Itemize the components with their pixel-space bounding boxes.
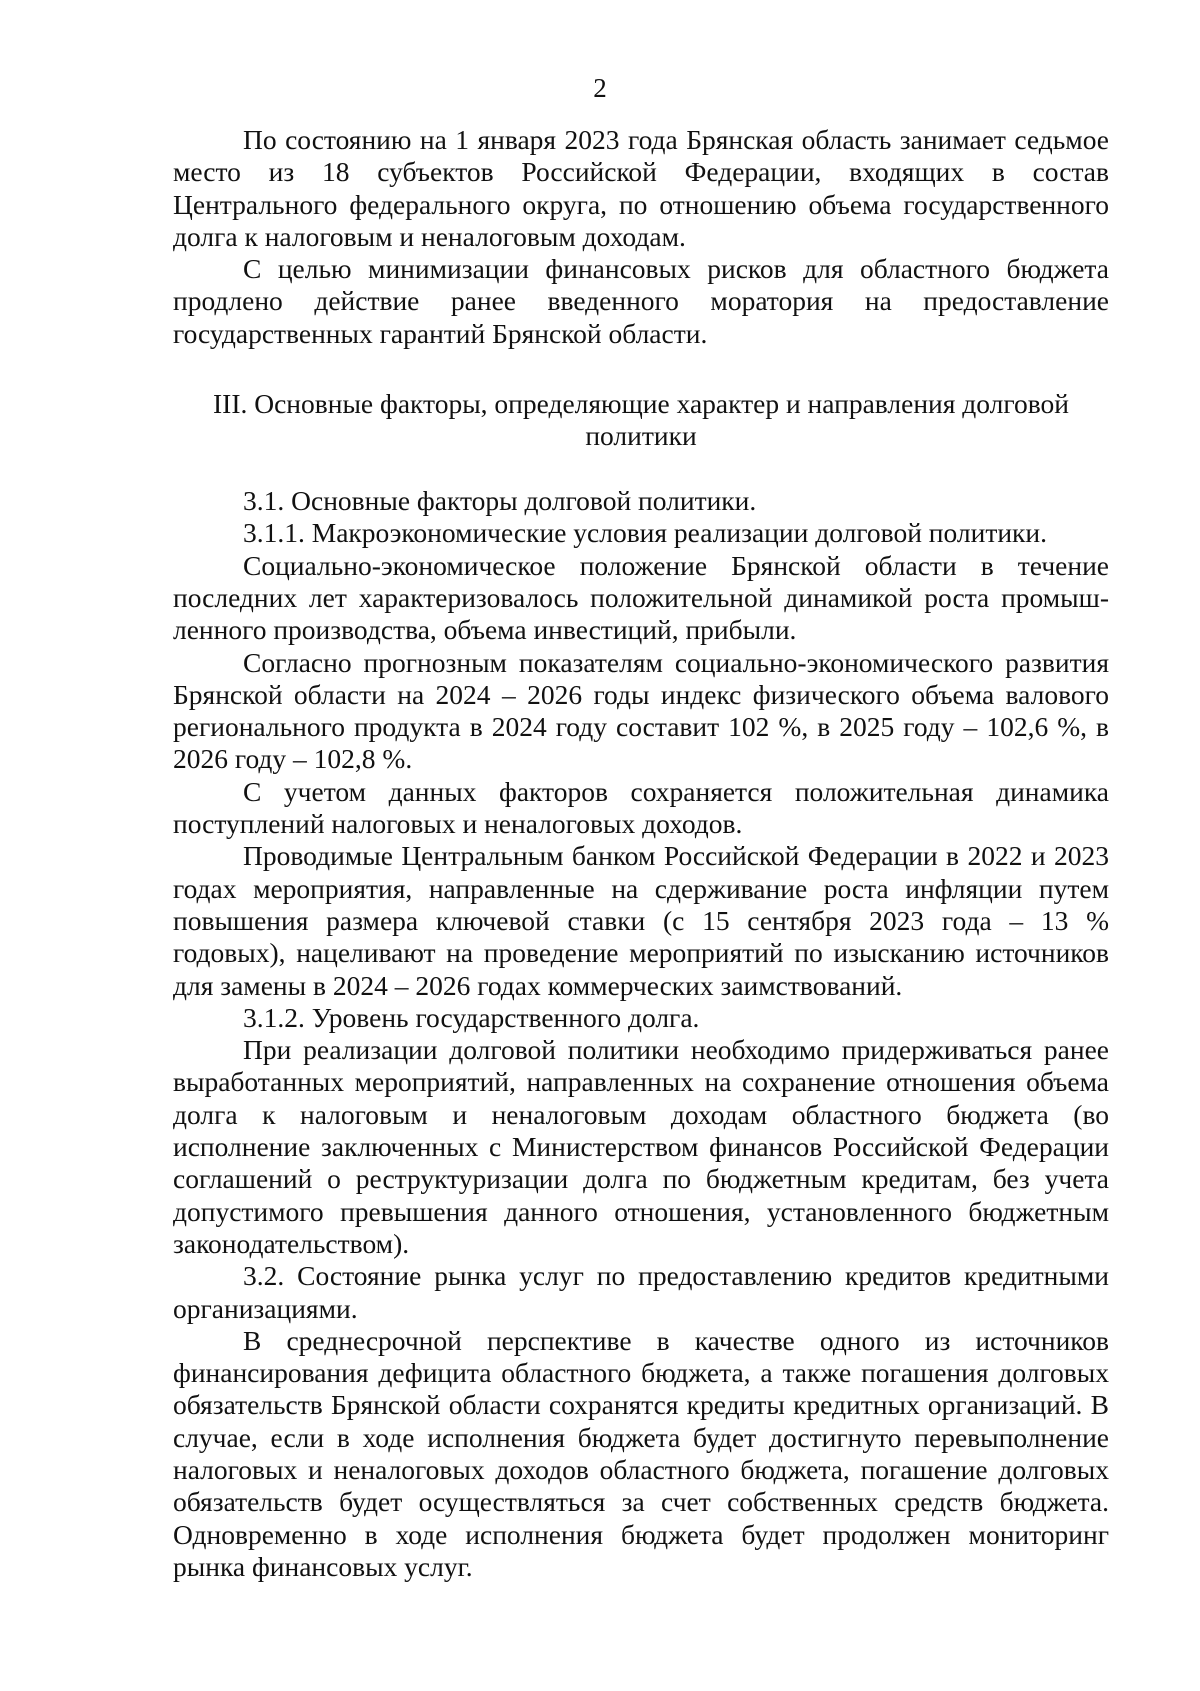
paragraph-guarantee-moratorium: С целью минимизации финансовых рисков для областного бюджета продлено действие ранее введенного моратория на предоставление государственных гарантий Брянской области. <box>173 253 1109 349</box>
paragraph-3-1-title: 3.1. Основные факторы долговой политики. <box>243 485 757 517</box>
paragraph-3-1-1-title: 3.1.1. Макроэкономические условия реализации долговой политики. <box>243 517 1048 549</box>
paragraph-revenue-dynamics: С учетом данных факторов сохраняется положительная динамика поступлений налоговых и неналоговых доходов. <box>173 775 1109 840</box>
section-heading: III. Основные факторы, определяющие характер и направления долговой политики <box>213 388 1070 452</box>
document-body <box>173 124 1109 1583</box>
paragraph-socio-economic: Социально-экономическое положение Брянской области в течение последних лет характеризовалось положительной динамикой роста промышленного производства, объема инвестиций, прибыли. <box>173 549 1109 646</box>
paragraph-grp-forecast: Согласно прогнозным показателям социально-экономического развития Брянской области на 2024 – 2026 годы индекс физического объема валового регионального продукта в 2024 году составит 102 %, в 2025 году – 102,6 %, в 2026 году – 102,8 %. <box>173 646 1109 775</box>
paragraph-credit-market: В среднесрочной перспективе в качестве одного из источников финансирования дефицита областного бюджета, а также погашения долговых обязательств Брянской области сохранятся кредиты кредитных организаций. В случае, если в ходе исполнения бюджета будет достигнуто перевыполнение налоговых и неналоговых доходов областного бюджета, погашение долговых обязательств будет осуществляться за счет собственных средств бюджета. Одновременно в ходе исполнения бюджета будет продолжен мониторинг рынка финансовых услуг. <box>173 1324 1109 1582</box>
paragraph-3-1-2-title: 3.1.2. Уровень государственного долга. <box>243 1001 700 1033</box>
paragraph-debt-policy: При реализации долговой политики необходимо придерживаться ранее выработанных мероприятий, направленных на сохранение отношения объема долга к налоговым и неналоговым доходам областного бюджета (во исполнение заключенных с Министерством финансов Российской Федерации соглашений о реструктуризации долга по бюджетным кредитам, без учета допустимого превышения данного отношения, установленного бюджетным законодательством). <box>173 1034 1109 1259</box>
paragraph-3-2-title: 3.2. Состояние рынка услуг по предоставлению кредитов кредитными организациями. <box>173 1260 1109 1324</box>
paragraph-central-bank: Проводимые Центральным банком Российской Федерации в 2022 и 2023 годах мероприятия, направленные на сдерживание роста инфляции путем повышения размера ключевой ставки (с 15 сентября 2023 года – 13 % годовых), нацеливают на проведение мероприятий по изысканию источников для замены в 2024 – 2026 годах коммерческих заимствований. <box>173 840 1109 1001</box>
paragraph-gov-debt-rank: По состоянию на 1 января 2023 года Брянская область занимает седьмое место из 18 субъектов Российской Федерации, входящих в состав Центрального федерального округа, по отношению объема государственного долга к налоговым и неналоговым доходам. <box>173 124 1109 252</box>
page-number: 2 <box>593 73 607 103</box>
